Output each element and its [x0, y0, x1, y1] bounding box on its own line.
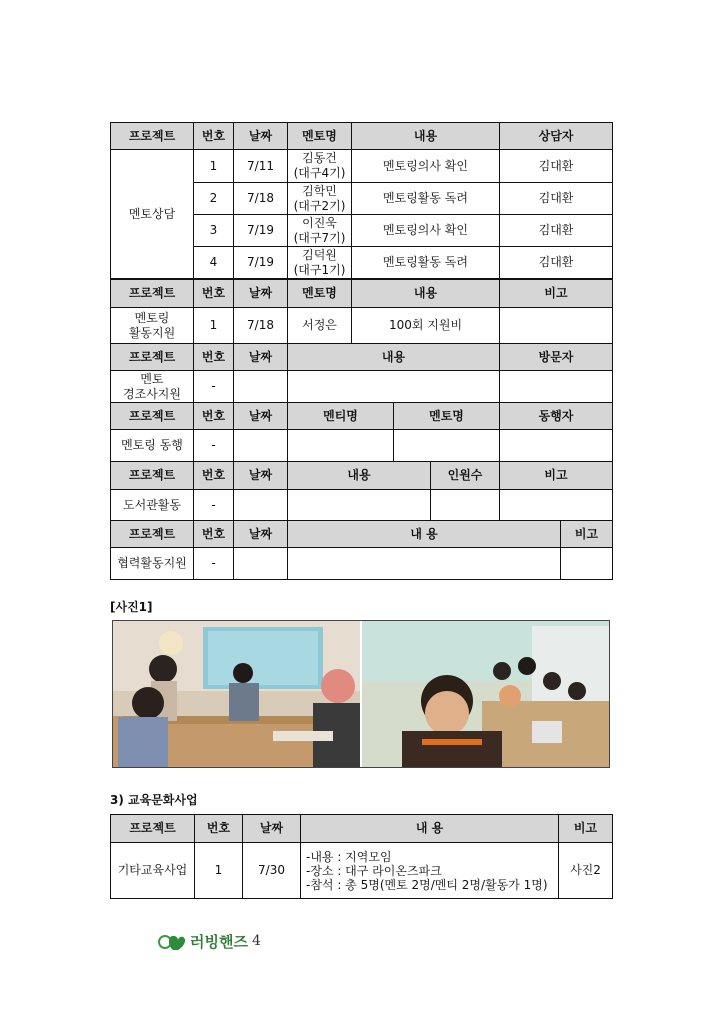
row-content [288, 548, 561, 580]
row-headcount [431, 490, 500, 522]
row-counselor: 김대환 [500, 183, 613, 215]
footer-logo [157, 930, 261, 952]
mentor-name: 김학민 [302, 183, 337, 198]
row-number: - [194, 430, 234, 462]
project-line-2: 경조사지원 [123, 386, 181, 401]
project-line-1: 멘토 [140, 371, 164, 386]
content-line-3: -참석 : 총 5명(멘토 2명/멘티 2명/활동가 1명) [306, 877, 548, 892]
mentoring-accompany-table [110, 402, 613, 462]
row-counselor: 김대환 [500, 247, 613, 279]
header-note: 비고 [500, 462, 613, 490]
mentor-name: 김동건 [302, 151, 337, 165]
mentor-cohort: (대구1기) [293, 262, 346, 277]
mentor-consult-table [110, 122, 613, 279]
header-date: 날짜 [234, 462, 288, 490]
header-number: 번호 [194, 344, 234, 371]
header-content: 내 용 [288, 521, 561, 548]
section-title: 3) 교육문화사업 [110, 793, 198, 807]
header-content: 내용 [352, 123, 500, 150]
row-number: 1 [194, 308, 234, 344]
mentoring-support-table [110, 279, 613, 344]
header-content: 내용 [352, 280, 500, 308]
header-number: 번호 [194, 403, 234, 430]
logo-text: 러빙핸즈 [190, 932, 248, 951]
mentor-name: 김덕원 [302, 247, 337, 262]
row-counselor: 김대환 [500, 150, 613, 183]
header-headcount: 인원수 [431, 462, 500, 490]
header-mentee: 멘티명 [288, 403, 394, 430]
row-date [234, 548, 288, 580]
cooperation-support-table [110, 520, 613, 580]
row-date [234, 490, 288, 522]
row-date: 7/11 [234, 150, 288, 183]
header-mentor: 멘토명 [394, 403, 500, 430]
header-project: 프로젝트 [111, 280, 194, 308]
photo-mentor-meeting-left [113, 621, 360, 767]
education-culture-table [110, 814, 613, 899]
project-cell: 협력활동지원 [111, 548, 194, 580]
row-content [301, 843, 559, 899]
row-note: 사진2 [559, 843, 613, 899]
row-content [288, 371, 500, 403]
header-date: 날짜 [234, 280, 288, 308]
project-line-2: 활동지원 [128, 325, 176, 340]
header-project: 프로젝트 [111, 344, 194, 371]
header-date: 날짜 [234, 123, 288, 150]
mentor-family-event-table [110, 343, 613, 403]
library-activity-table [110, 461, 613, 522]
row-mentor [288, 150, 352, 183]
header-number: 번호 [194, 521, 234, 548]
header-project: 프로젝트 [111, 123, 194, 150]
header-visitor: 방문자 [500, 344, 613, 371]
row-number: 3 [194, 215, 234, 247]
row-number: - [194, 371, 234, 403]
project-cell: 기타교육사업 [111, 843, 195, 899]
header-date: 날짜 [243, 815, 301, 843]
photo-strip [112, 620, 610, 768]
header-content: 내용 [288, 462, 431, 490]
row-note [561, 548, 613, 580]
header-date: 날짜 [234, 344, 288, 371]
project-cell: 멘토상담 [111, 150, 194, 279]
project-cell [111, 308, 194, 344]
header-note: 비고 [561, 521, 613, 548]
row-date: 7/18 [234, 308, 288, 344]
row-content: 100회 지원비 [352, 308, 500, 344]
header-counselor: 상담자 [500, 123, 613, 150]
project-cell: 도서관활동 [111, 490, 194, 522]
row-date: 7/30 [243, 843, 301, 899]
header-number: 번호 [194, 462, 234, 490]
row-number: 1 [195, 843, 243, 899]
row-number: - [194, 548, 234, 580]
header-project: 프로젝트 [111, 521, 194, 548]
mentor-cohort: (대구7기) [293, 230, 346, 245]
row-mentee [288, 430, 394, 462]
header-number: 번호 [194, 123, 234, 150]
row-content: 멘토링활동 독려 [352, 183, 500, 215]
row-mentor [288, 215, 352, 247]
row-date: 7/19 [234, 247, 288, 279]
row-content [288, 490, 431, 522]
row-content: 멘토링활동 독려 [352, 247, 500, 279]
photo-image-left [113, 621, 360, 767]
header-mentor: 멘토명 [288, 280, 352, 308]
row-mentor: 서정은 [288, 308, 352, 344]
header-note: 비고 [559, 815, 613, 843]
header-content: 내 용 [301, 815, 559, 843]
photo-image-right [362, 621, 609, 767]
row-counselor: 김대환 [500, 215, 613, 247]
row-companion [500, 430, 613, 462]
row-number: - [194, 490, 234, 522]
row-visitor [500, 371, 613, 403]
header-project: 프로젝트 [111, 403, 194, 430]
header-number: 번호 [195, 815, 243, 843]
header-content: 내용 [288, 344, 500, 371]
row-number: 2 [194, 183, 234, 215]
row-note [500, 308, 613, 344]
row-date: 7/19 [234, 215, 288, 247]
header-mentor: 멘토명 [288, 123, 352, 150]
content-line-1: -내용 : 지역모임 [306, 849, 392, 864]
header-project: 프로젝트 [111, 462, 194, 490]
header-date: 날짜 [234, 403, 288, 430]
mentor-cohort: (대구2기) [293, 198, 346, 213]
mentor-name: 이진욱 [302, 215, 337, 230]
heart-hands-icon [157, 930, 187, 952]
project-cell [111, 371, 194, 403]
photo-group-selfie-right [360, 621, 609, 767]
mentor-cohort: (대구4기) [293, 166, 346, 180]
row-mentor [394, 430, 500, 462]
row-content: 멘토링의사 확인 [352, 150, 500, 183]
row-date [234, 371, 288, 403]
project-cell: 멘토링 동행 [111, 430, 194, 462]
header-date: 날짜 [234, 521, 288, 548]
row-date: 7/18 [234, 183, 288, 215]
content-line-2: -장소 : 대구 라이온즈파크 [306, 863, 442, 878]
row-mentor [288, 247, 352, 279]
page-number: 4 [251, 933, 261, 949]
row-number: 1 [194, 150, 234, 183]
header-note: 비고 [500, 280, 613, 308]
row-content: 멘토링의사 확인 [352, 215, 500, 247]
row-number: 4 [194, 247, 234, 279]
row-mentor [288, 183, 352, 215]
header-project: 프로젝트 [111, 815, 195, 843]
row-date [234, 430, 288, 462]
row-note [500, 490, 613, 522]
header-number: 번호 [194, 280, 234, 308]
photo-label: [사진1] [110, 600, 153, 614]
header-companion: 동행자 [500, 403, 613, 430]
project-line-1: 멘토링 [134, 310, 170, 325]
